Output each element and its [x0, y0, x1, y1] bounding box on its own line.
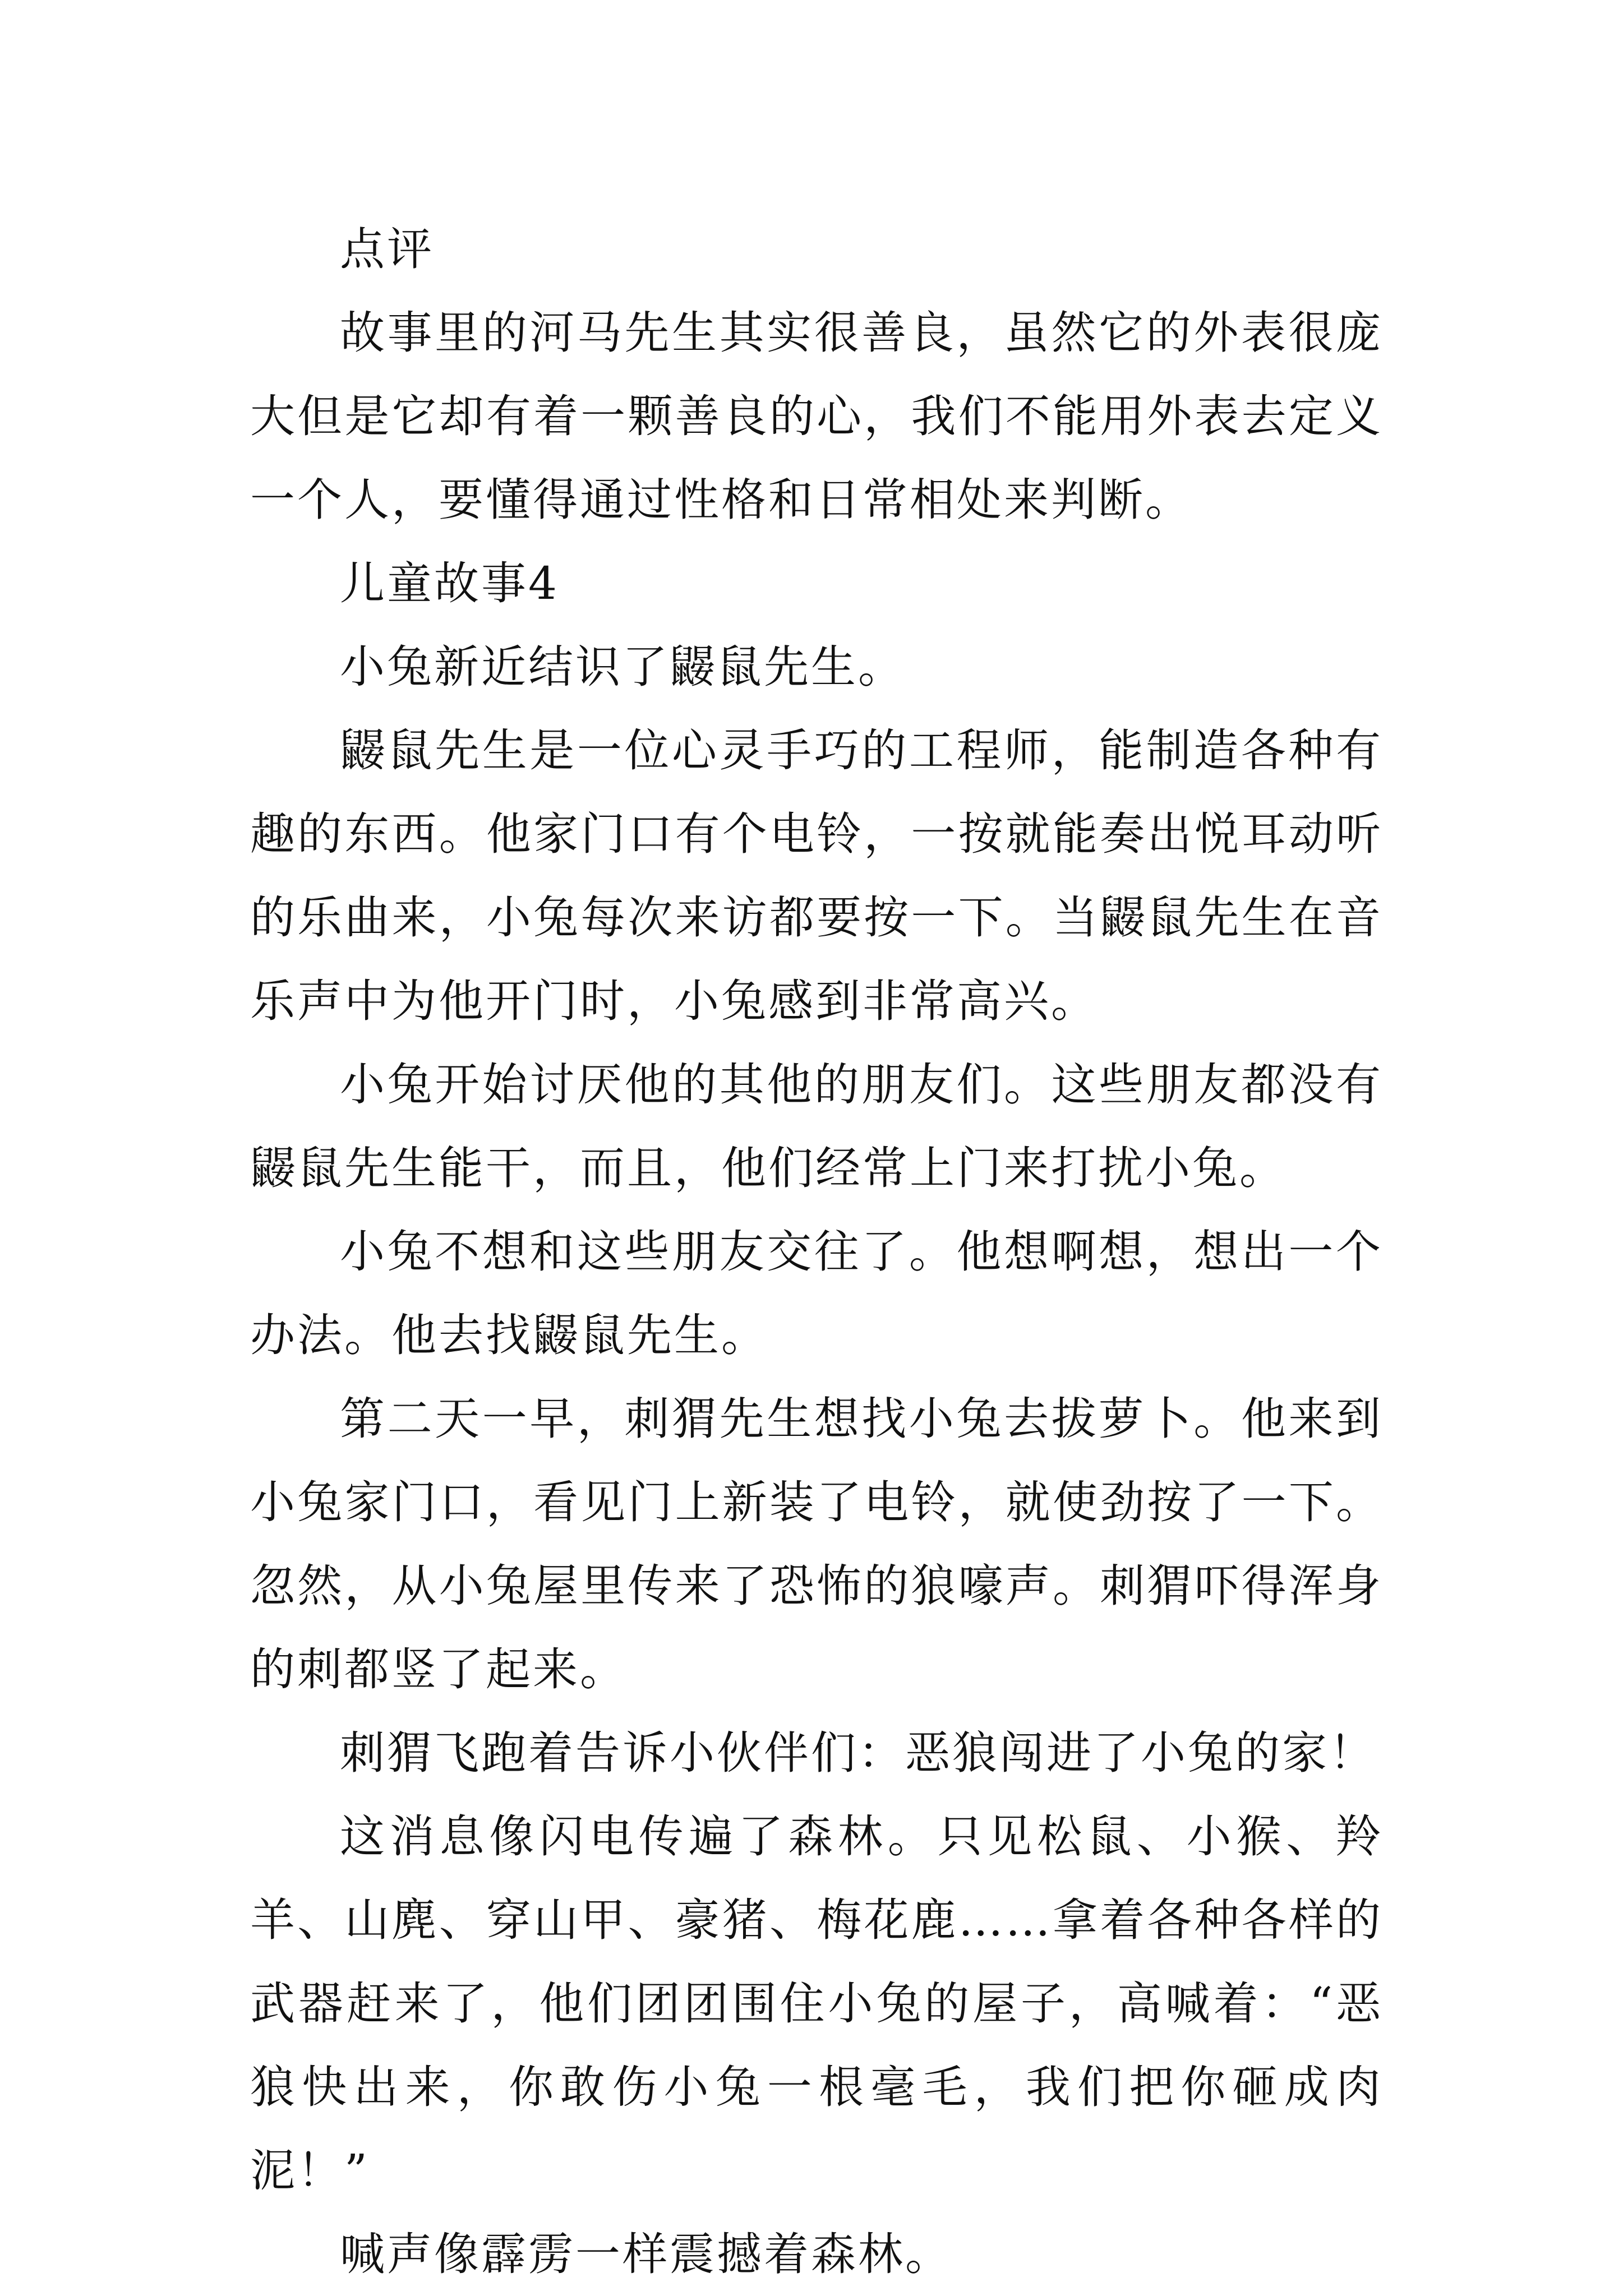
review-paragraph: 故事里的河马先生其实很善良，虽然它的外表很庞大但是它却有着一颗善良的心，我们不能用外表去定义一个人，要懂得通过性格和日常相处来判断。 — [250, 307, 1383, 526]
document-body — [250, 207, 1383, 2296]
story-paragraph: 小兔不想和这些朋友交往了。他想啊想，想出一个办法。他去找鼹鼠先生。 — [250, 1226, 1383, 1361]
story-paragraph: 第二天一早，刺猬先生想找小兔去拔萝卜。他来到小兔家门口，看见门上新装了电铃，就使劲按了一下。忽然，从小兔屋里传来了恐怖的狼嚎声。刺猬吓得浑身的刺都竖了起来。 — [250, 1393, 1383, 1696]
story-paragraph: 鼹鼠先生是一位心灵手巧的工程师，能制造各种有趣的东西。他家门口有个电铃，一按就能奏出悦耳动听的乐曲来，小兔每次来访都要按一下。当鼹鼠先生在音乐声中为他开门时，小兔感到非常高兴。 — [250, 724, 1383, 1027]
story-paragraph: 喊声像霹雳一样震撼着森林。 — [340, 2228, 952, 2280]
section-heading-review: 点评 — [340, 223, 434, 275]
story-paragraph: 小兔开始讨厌他的其他的朋友们。这些朋友都没有鼹鼠先生能干，而且，他们经常上门来打扰小兔。 — [250, 1059, 1383, 1194]
story-paragraph: 这消息像闪电传遍了森林。只见松鼠、小猴、羚羊、山麂、穿山甲、豪猪、梅花鹿……拿着各种各样的武器赶来了，他们团团围住小兔的屋子，高喊着：“恶狼快出来，你敢伤小兔一根毫毛，我们把你砸成肉泥！” — [250, 1810, 1383, 2197]
story-paragraph: 小兔新近结识了鼹鼠先生。 — [340, 641, 905, 693]
story-paragraph: 刺猬飞跑着告诉小伙伴们：恶狼闯进了小兔的家！ — [340, 1727, 1376, 1779]
section-heading-story-4: 儿童故事4 — [340, 557, 559, 609]
